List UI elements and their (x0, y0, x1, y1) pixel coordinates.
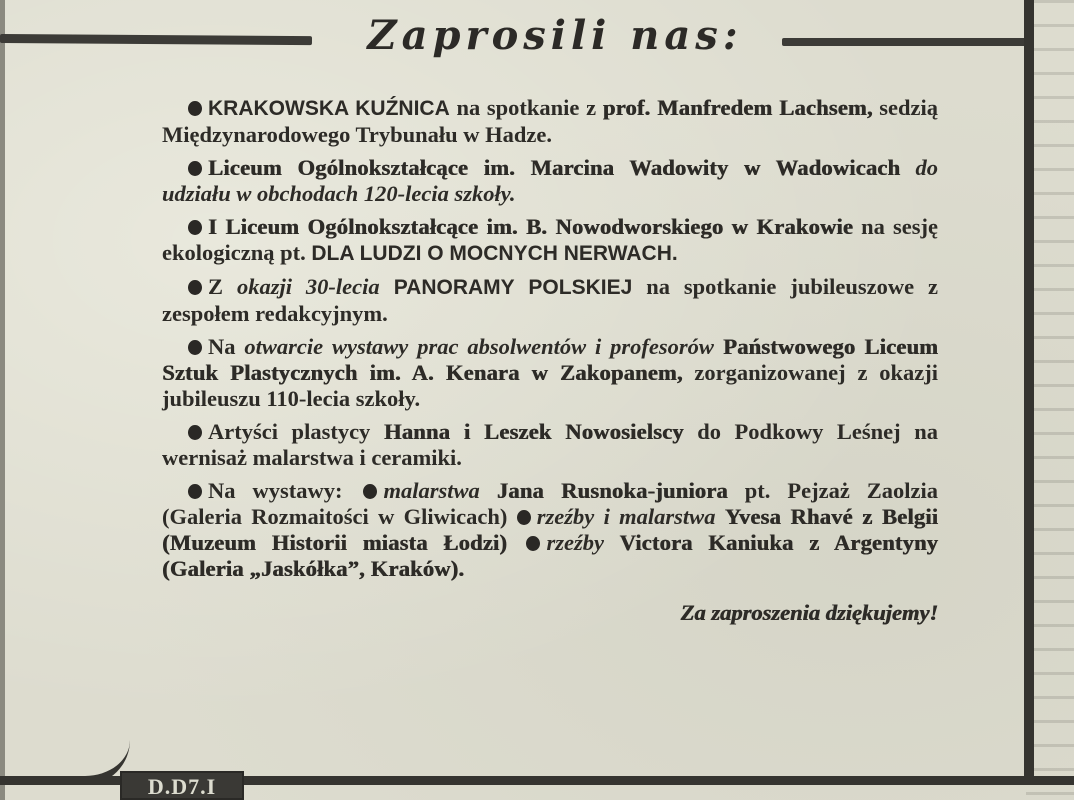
exhibition-type: rzeźby (546, 530, 604, 555)
footer-tag: D.D7.I (120, 771, 244, 800)
box-rule-right (1024, 0, 1034, 780)
item-text: Artyści plastycy (208, 419, 384, 444)
item-text: prof. Manfredem Lachsem, (602, 95, 873, 120)
invitation-item (162, 274, 938, 327)
item-text: DLA LUDZI O MOCNYCH NERWACH. (311, 242, 678, 265)
exhibition-detail: (Galeria „Jaskółka”, Kraków). (162, 556, 465, 581)
bullet-icon (188, 161, 202, 176)
section-heading: Zaprosili nas: (367, 12, 743, 59)
invitation-item (162, 214, 938, 267)
bullet-icon (363, 484, 377, 499)
article-body (162, 95, 938, 649)
item-text: Z (208, 274, 237, 299)
item-text: sedzią Międzynarodowego Trybunału w Hadze. (162, 95, 939, 147)
bullet-icon (188, 220, 202, 235)
item-text: okazji 30-lecia (236, 274, 380, 299)
item-text: na spotkanie z (449, 95, 603, 120)
exhibitions-item (162, 478, 938, 582)
item-text: na sesję ekologiczną pt. (162, 214, 938, 265)
exhibition-detail: (Muzeum Historii miasta Łodzi) (162, 530, 507, 555)
item-text: na spotkanie jubileuszowe z zespołem redakcyjnym. (162, 274, 938, 326)
item-text: Państwowego Liceum Sztuk Plastycznych im. A. Kenara w Zakopanem, (162, 334, 939, 385)
bullet-icon (188, 340, 202, 355)
exhibition-artist: Yvesa Rhavé z Belgii (724, 504, 939, 529)
exhibitions-intro: Na wystawy: (208, 478, 343, 503)
bullet-icon (517, 510, 531, 525)
closing-line: Za zaproszenia dziękujemy! (680, 600, 938, 625)
page-left-edge (0, 0, 5, 800)
item-text: zorganizowanej z okazji jubileuszu 110-lecia szkoły. (162, 360, 938, 411)
item-text: Na (208, 334, 245, 359)
exhibition-artist: Victora Kaniuka z Argentyny (619, 530, 939, 555)
invitation-item (162, 95, 938, 148)
item-text: otwarcie wystawy prac absolwentów i profesorów (244, 334, 714, 359)
bullet-icon (188, 280, 202, 295)
invitation-item (162, 155, 938, 207)
item-text: do udziału w obchodach 120-lecia szkoły. (162, 155, 939, 206)
item-text: Hanna i Leszek Nowosielscy (383, 419, 684, 444)
item-text: Liceum Ogólnokształcące im. Marcina Wadowity w Wadowicach (208, 155, 901, 180)
item-text: PANORAMY POLSKIEJ (379, 276, 633, 299)
bullet-icon (188, 101, 202, 116)
bullet-icon (188, 484, 202, 499)
exhibition-detail: pt. Pejzaż Zaolzia (Galeria Rozmaitości w Gliwicach) (162, 478, 939, 529)
invitation-item (162, 334, 938, 412)
bullet-icon (526, 536, 540, 551)
exhibition-type: rzeźby i malarstwa (536, 504, 716, 529)
bullet-icon (188, 425, 202, 440)
item-text: do Podkowy Leśnej na wernisaż malarstwa i ceramiki. (162, 419, 939, 470)
exhibition-type: malarstwa (383, 478, 480, 503)
heading-rule-right (782, 38, 1030, 46)
invitation-item (162, 419, 938, 471)
item-text: KRAKOWSKA KUŹNICA (208, 97, 450, 120)
heading-rule-left (0, 34, 312, 45)
item-text: I Liceum Ogólnokształcące im. B. Nowodworskiego w Krakowie (208, 214, 853, 239)
exhibition-artist: Jana Rusnoka-juniora (496, 478, 728, 503)
